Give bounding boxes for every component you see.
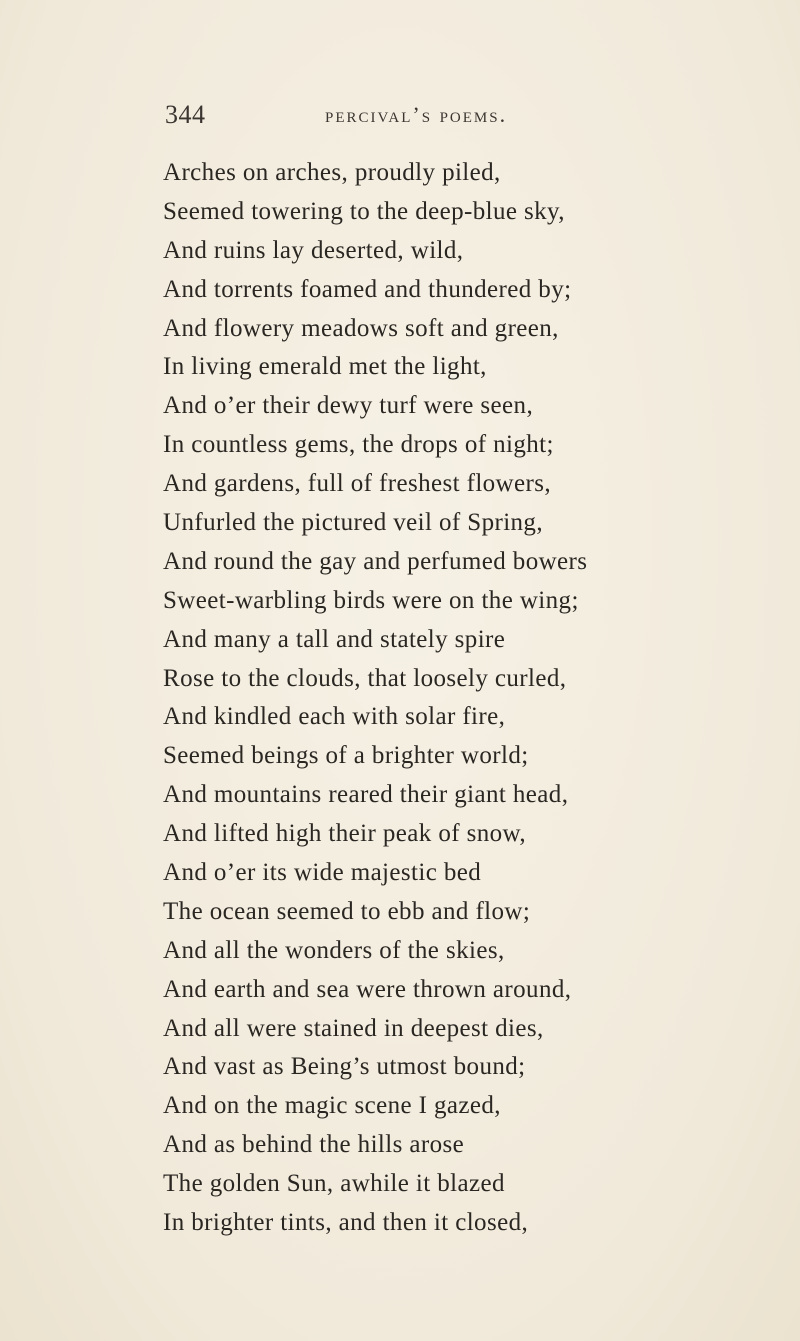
- poem-line: And vast as Being’s utmost bound;: [163, 1053, 526, 1081]
- poem-line: In living emerald met the light,: [163, 353, 487, 381]
- poem-line: Arches on arches, proudly piled,: [163, 159, 501, 186]
- poem-line: And mountains reared their giant head,: [163, 781, 569, 809]
- poem-line: And as behind the hills arose: [163, 1131, 465, 1159]
- poem-line: Rose to the clouds, that loosely curled,: [163, 664, 567, 692]
- poem-line: And on the magic scene I gazed,: [163, 1092, 501, 1120]
- poem-line: The golden Sun, awhile it blazed: [163, 1170, 505, 1198]
- poem-line: And earth and sea were thrown around,: [163, 975, 572, 1003]
- poem-line: And o’er its wide majestic bed: [163, 859, 482, 887]
- poem-line: And gardens, full of freshest flowers,: [163, 470, 552, 498]
- poem-line: And all the wonders of the skies,: [163, 936, 505, 964]
- poem-line: And ruins lay deserted, wild,: [163, 236, 464, 264]
- running-title: percival’s poems.: [325, 102, 508, 127]
- poem-line: The ocean seemed to ebb and flow;: [163, 897, 531, 925]
- poem-line: And flowery meadows soft and green,: [163, 314, 559, 342]
- poem-line: And many a tall and stately spire: [163, 625, 506, 653]
- poem-line: Seemed towering to the deep-blue sky,: [163, 197, 565, 225]
- poem-line: And round the gay and perfumed bowers: [163, 547, 588, 575]
- poem-line: And all were stained in deepest dies,: [163, 1014, 544, 1042]
- poem-line: And kindled each with solar fire,: [163, 703, 506, 731]
- poem-line: And o’er their dewy turf were seen,: [163, 392, 534, 420]
- poem-line: And lifted high their peak of snow,: [163, 820, 526, 848]
- poem-text: [163, 154, 643, 1243]
- poem-line: And torrents foamed and thundered by;: [163, 275, 572, 303]
- running-head: [165, 100, 605, 134]
- poem-line: In brighter tints, and then it closed,: [163, 1209, 529, 1237]
- poem-line: Seemed beings of a brighter world;: [163, 742, 529, 770]
- poem-line: Unfurled the pictured veil of Spring,: [163, 509, 543, 537]
- poem-line: In countless gems, the drops of night;: [163, 431, 554, 459]
- poem-line: Sweet-warbling birds were on the wing;: [163, 586, 579, 614]
- page-number: 344: [165, 100, 206, 129]
